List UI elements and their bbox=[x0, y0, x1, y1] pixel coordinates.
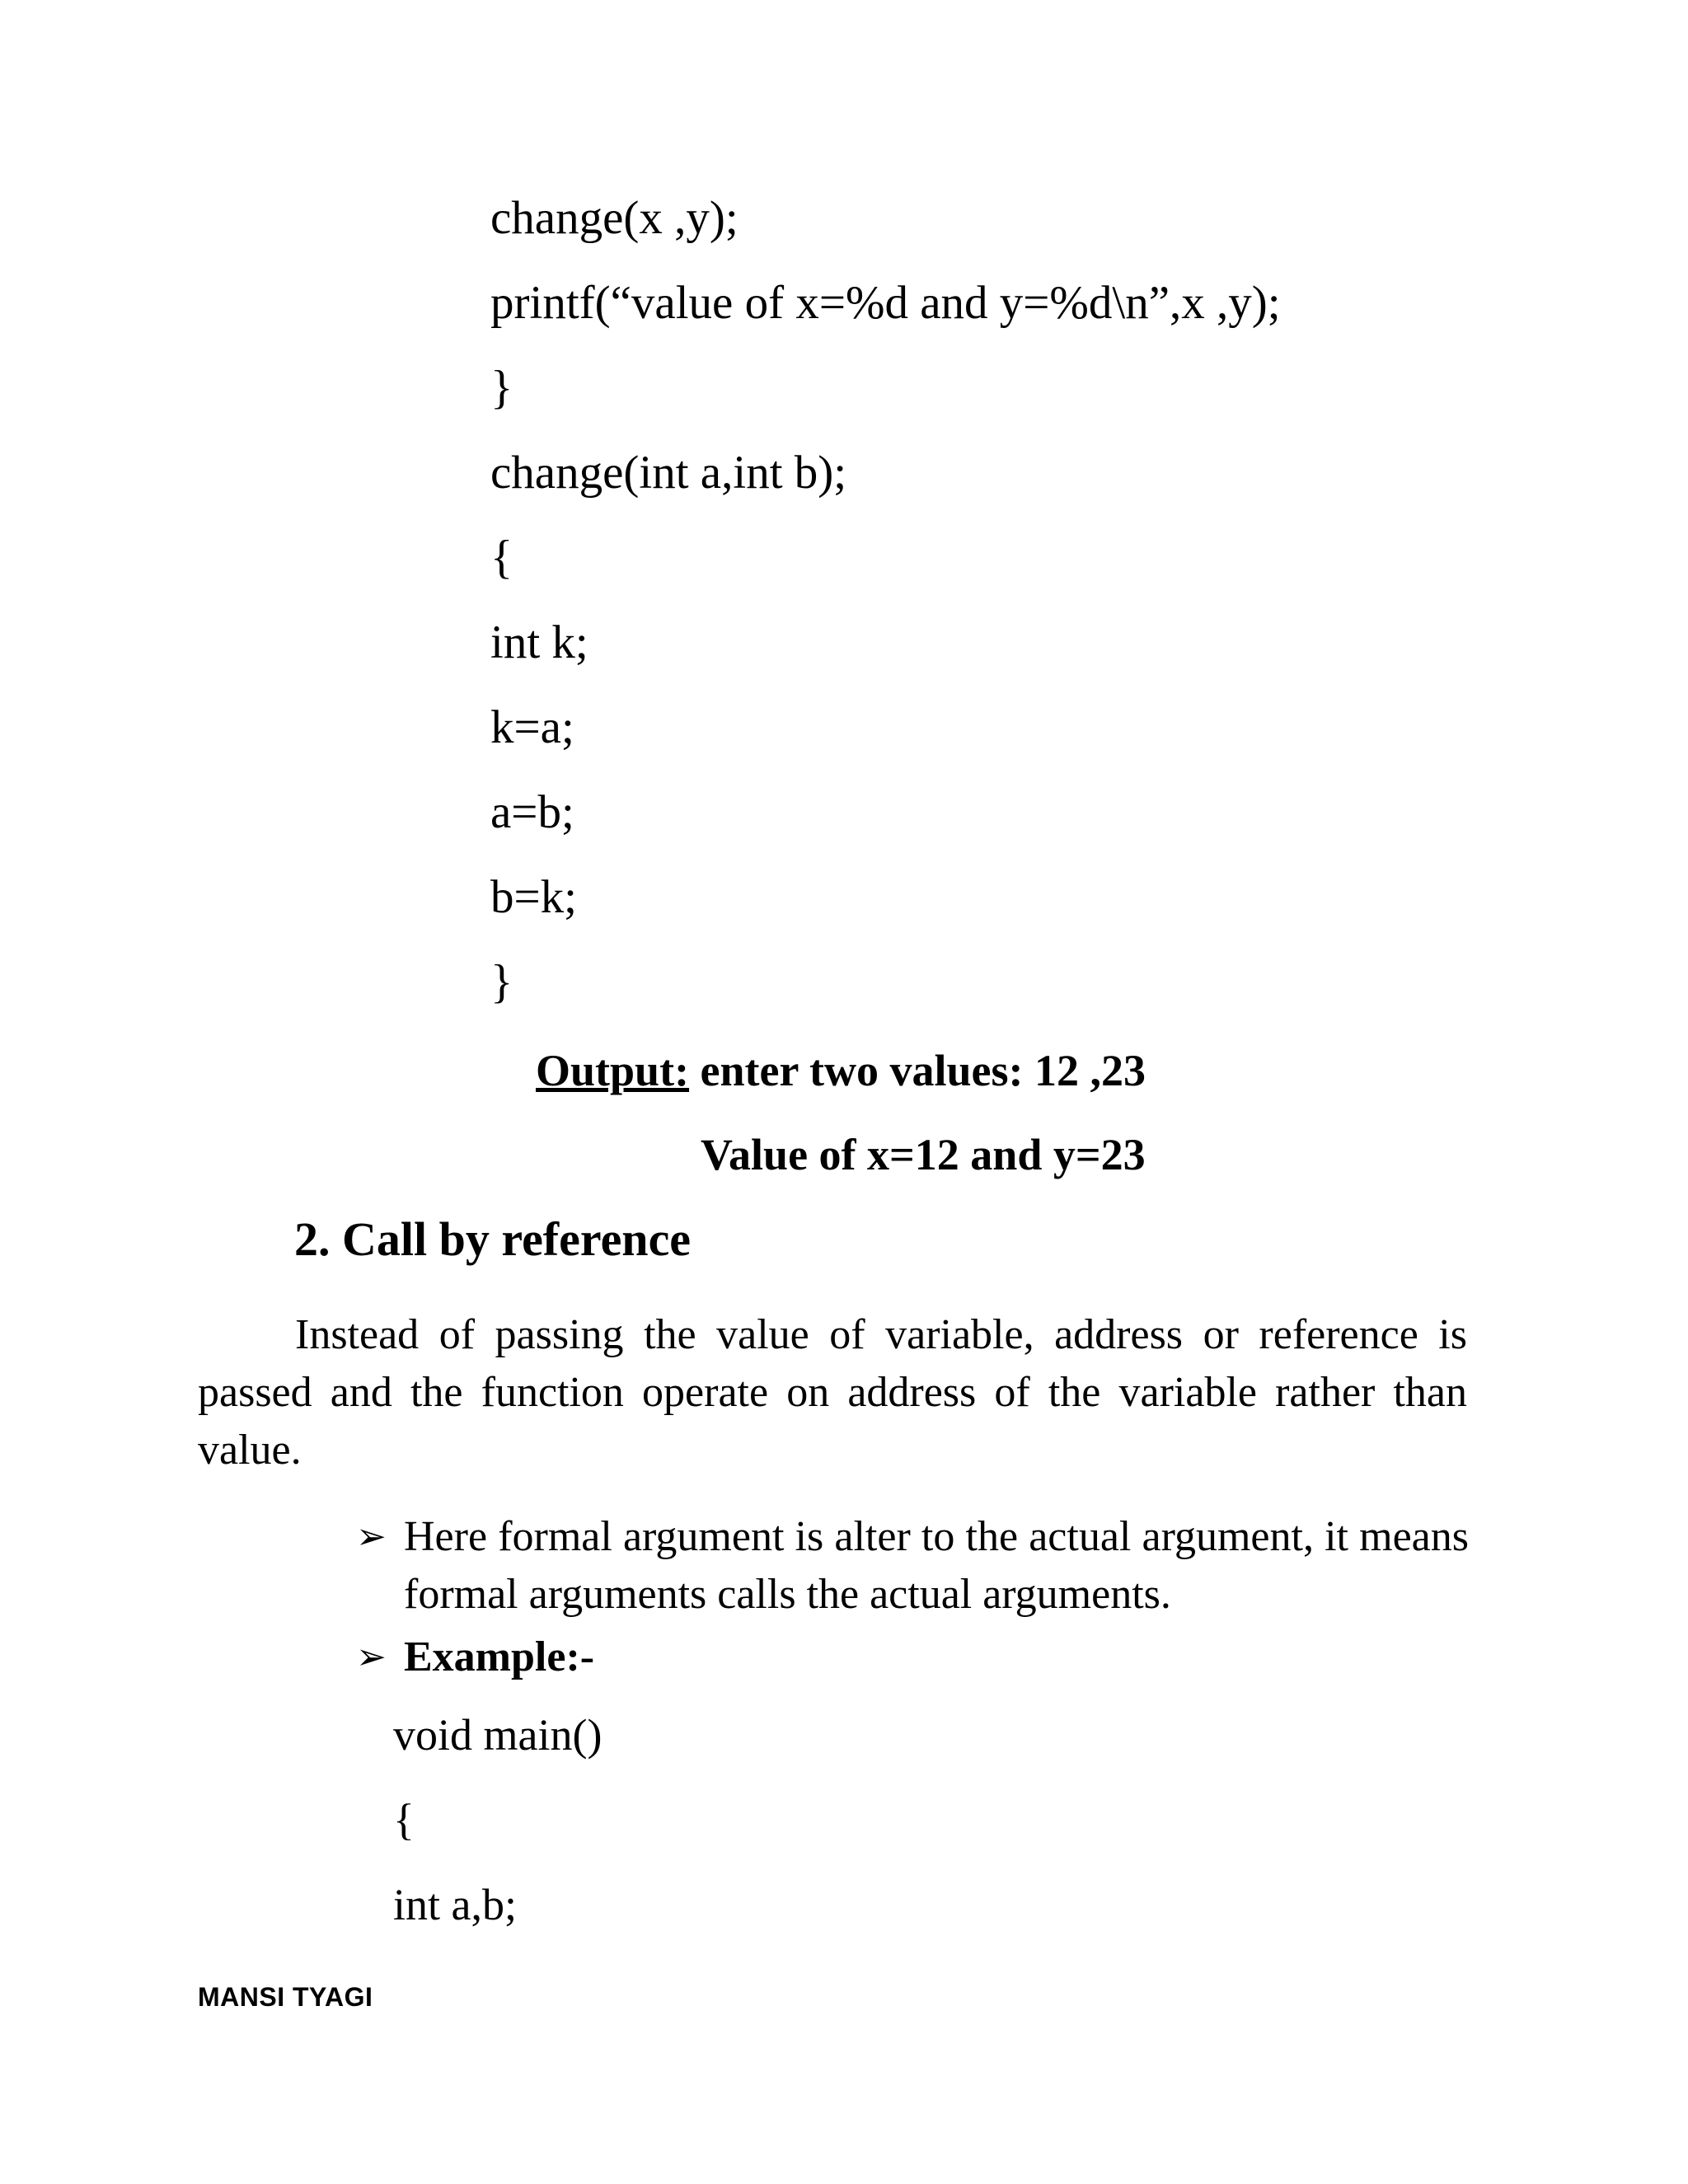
bullet-text: Here formal argument is alter to the actual argument, it means formal arguments calls the actual arguments. bbox=[404, 1513, 1469, 1618]
code-line: } bbox=[490, 362, 513, 414]
section-paragraph: Instead of passing the value of variable, address or reference is passed and the function operate on address of the variable rather than value. bbox=[198, 1311, 1467, 1474]
arrow-bullet-icon: ➢ bbox=[356, 1516, 387, 1558]
code-line: int k; bbox=[490, 616, 588, 668]
footer-author: MANSI TYAGI bbox=[198, 1982, 373, 2012]
code-line: { bbox=[393, 1795, 415, 1844]
bullet-text: Example:- bbox=[404, 1633, 595, 1680]
output-line-1 bbox=[536, 1045, 1146, 1096]
bullet-item bbox=[356, 1508, 1469, 1624]
output-text: enter two values: 12 ,23 bbox=[689, 1046, 1146, 1095]
code-line: } bbox=[490, 956, 513, 1008]
code-line: int a,b; bbox=[393, 1880, 517, 1929]
code-line: b=k; bbox=[490, 871, 577, 923]
output-label: Output: bbox=[536, 1046, 690, 1095]
code-line: a=b; bbox=[490, 786, 574, 838]
code-line: change(x ,y); bbox=[490, 192, 738, 244]
code-line: change(int a,int b); bbox=[490, 447, 847, 499]
code-line: void main() bbox=[393, 1710, 603, 1760]
arrow-bullet-icon: ➢ bbox=[356, 1636, 387, 1678]
code-line: { bbox=[490, 532, 513, 583]
bullet-list bbox=[356, 1508, 1469, 1686]
bullet-item bbox=[356, 1629, 1469, 1686]
code-line: printf(“value of x=%d and y=%d\n”,x ,y); bbox=[490, 277, 1281, 329]
output-line-2: Value of x=12 and y=23 bbox=[701, 1130, 1146, 1179]
section-heading: 2. Call by reference bbox=[294, 1212, 692, 1266]
code-line: k=a; bbox=[490, 701, 574, 753]
